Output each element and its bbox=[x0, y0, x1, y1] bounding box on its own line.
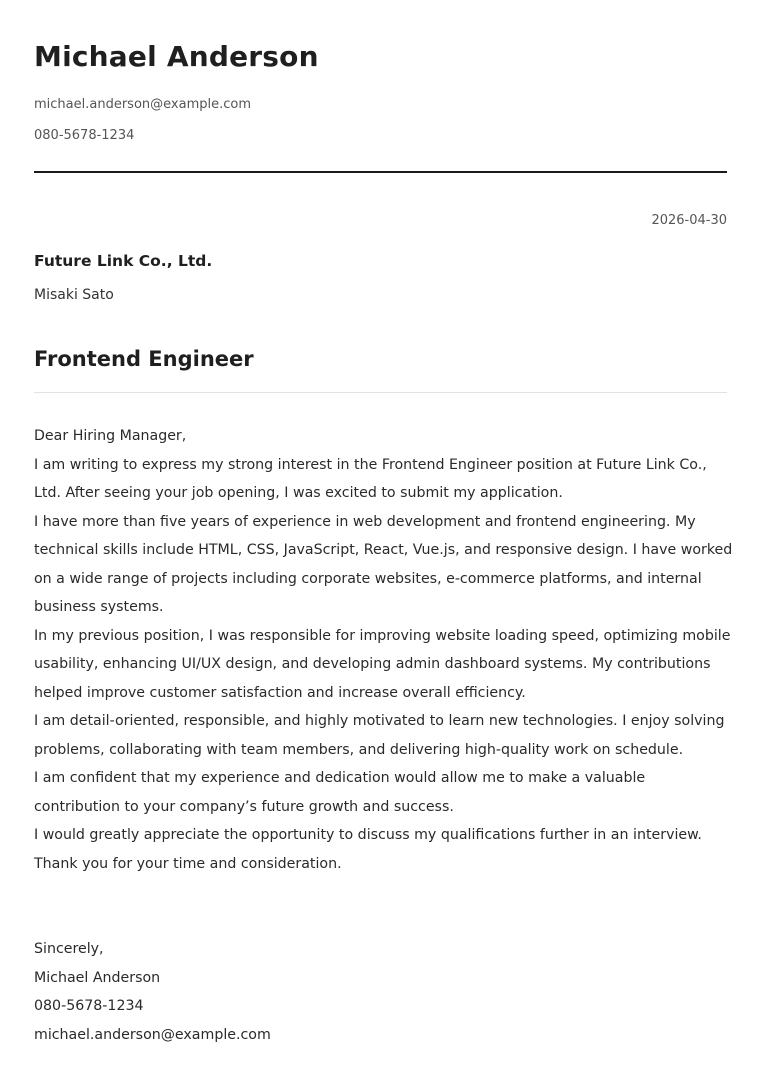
body-paragraph: In my previous position, I was responsible for improving website loading speed, optimizing mobile usability, enhancing UI/UX design, and developing admin dashboard systems. My contributions helped improve customer satisfaction and increase overall efficiency. bbox=[34, 627, 731, 701]
applicant-email: michael.anderson@example.com bbox=[34, 97, 251, 112]
body-paragraph: Thank you for your time and consideration. bbox=[34, 855, 342, 872]
greeting: Dear Hiring Manager, bbox=[34, 428, 187, 444]
letter-closing bbox=[34, 935, 271, 1049]
applicant-phone: 080-5678-1234 bbox=[34, 128, 135, 143]
body-paragraph: I would greatly appreciate the opportunity to discuss my qualifications further in an interview. bbox=[34, 827, 702, 843]
body-paragraph: I am detail-oriented, responsible, and highly motivated to learn new technologies. I enjoy solving problems, collaborating with team members, and delivering high-quality work on schedule. bbox=[34, 713, 725, 758]
closing-email: michael.anderson@example.com bbox=[34, 1026, 271, 1043]
closing-name: Michael Anderson bbox=[34, 969, 161, 986]
letter-body bbox=[34, 422, 734, 878]
applicant-name: Michael Anderson bbox=[34, 40, 319, 73]
closing-phone: 080-5678-1234 bbox=[34, 998, 144, 1014]
body-paragraph: I am confident that my experience and dedication would allow me to make a valuable contribution to your company’s future growth and success. bbox=[34, 770, 646, 815]
company-name: Future Link Co., Ltd. bbox=[34, 252, 213, 270]
position-title: Frontend Engineer bbox=[34, 347, 254, 371]
body-paragraph: I am writing to express my strong interest in the Frontend Engineer position at Future Link Co., Ltd. After seeing your job opening, I was excited to submit my application. bbox=[34, 456, 707, 501]
recipient-name: Misaki Sato bbox=[34, 287, 114, 303]
letter-date: 2026-04-30 bbox=[651, 213, 727, 228]
header-divider bbox=[34, 171, 727, 173]
closing-salutation: Sincerely, bbox=[34, 941, 104, 957]
title-divider bbox=[34, 392, 727, 393]
body-paragraph: I have more than five years of experience in web development and frontend engineering. My technical skills include HTML, CSS, JavaScript, React, Vue.js, and responsive design. I have worked on a wide range of projects including corporate websites, e-commerce platforms, and internal business systems. bbox=[34, 513, 733, 615]
